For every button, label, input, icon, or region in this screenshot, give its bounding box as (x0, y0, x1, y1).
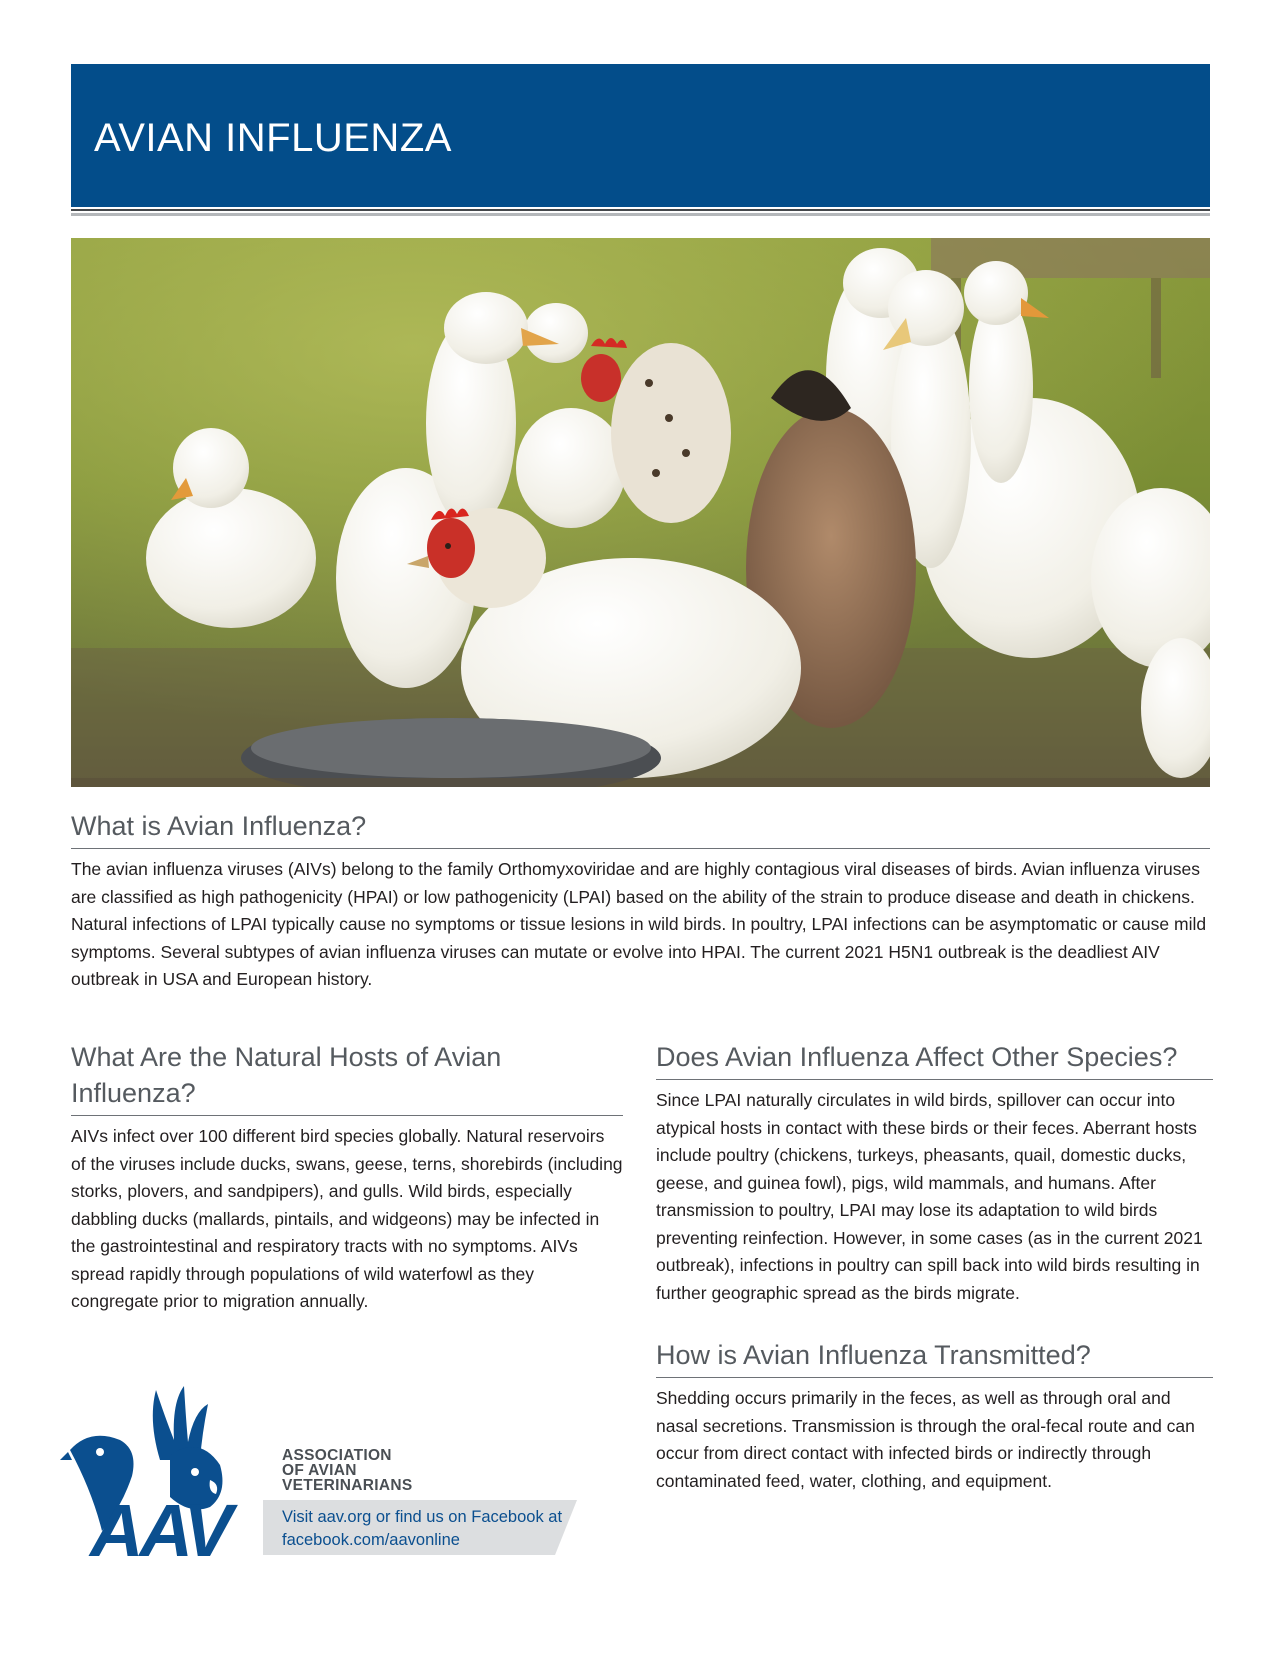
section-heading: What Are the Natural Hosts of Avian Influenza? (71, 1042, 502, 1108)
section-body: Since LPAI naturally circulates in wild birds, spillover can occur into atypical hosts in contact with these birds or their feces. Aberrant hosts include poultry (chickens, turkeys, pheasants, quail, domestic ducks, geese, and guinea fowl), pigs, wild mammals, and humans. After transmission to poultry, LPAI may lose its adaptation to wild birds preventing reinfection. However, in some cases (as in the current 2021 outbreak), infections in poultry can spill back into wild birds resulting in further geographic spread as the birds migrate. (656, 1090, 1203, 1303)
section-heading: How is Avian Influenza Transmitted? (656, 1340, 1091, 1370)
section-body: AIVs infect over 100 different bird species globally. Natural reservoirs of the viruses include ducks, swans, geese, terns, shorebirds (including storks, plovers, and sandpipers), and gulls. Wild birds, especially dabbling ducks (mallards, pintails, and widgeons) may be infected in the gastrointestinal and respiratory tracts with no symptoms. AIVs spread rapidly through populations of wild waterfowl as they congregate prior to migration annually. (71, 1126, 623, 1311)
section-transmission (656, 1337, 1213, 1495)
banner-divider-dark (71, 209, 1210, 211)
heading-divider (71, 1115, 623, 1116)
visit-link[interactable]: Visit aav.org or find us on Facebook at facebook.com/aavonline (282, 1508, 563, 1549)
section-heading: Does Avian Influenza Affect Other Species? (656, 1042, 1178, 1072)
section-what-is-avian-influenza (71, 808, 1210, 994)
banner-divider-light (71, 213, 1210, 216)
section-natural-hosts (71, 1039, 623, 1316)
page-title: AVIAN INFLUENZA (94, 116, 452, 160)
heading-divider (656, 1377, 1213, 1378)
heading-divider (656, 1079, 1213, 1080)
section-body: The avian influenza viruses (AIVs) belong to the family Orthomyxoviridae and are highly contagious viral diseases of birds. Avian influenza viruses are classified as high pathogenicity (HPAI) or low pathogenicity (LPAI) based on the ability of the strain to produce disease and death in chickens. Natural infections of LPAI typically cause no symptoms or tissue lesions in wild birds. In poultry, LPAI infections can be asymptomatic or cause mild symptoms. Several subtypes of avian influenza viruses can mutate or evolve into HPAI. The current 2021 H5N1 outbreak is the deadliest AIV outbreak in USA and European history. (71, 859, 1207, 989)
organization-name: ASSOCIATION OF AVIAN VETERINARIANS (282, 1447, 413, 1494)
section-heading: What is Avian Influenza? (71, 811, 367, 841)
section-body: Shedding occurs primarily in the feces, as well as through oral and nasal secretions. Transmission is through the oral-fecal route and can occur from direct contact with infected birds or indirectly through contaminated feed, water, clothing, and equipment. (656, 1388, 1195, 1491)
poultry-photo (71, 238, 1210, 787)
aav-logo[interactable] (60, 1380, 580, 1560)
title-banner (71, 64, 1210, 207)
logo-abbr: AAV (90, 1489, 229, 1560)
section-other-species (656, 1039, 1213, 1307)
heading-divider (71, 848, 1210, 849)
